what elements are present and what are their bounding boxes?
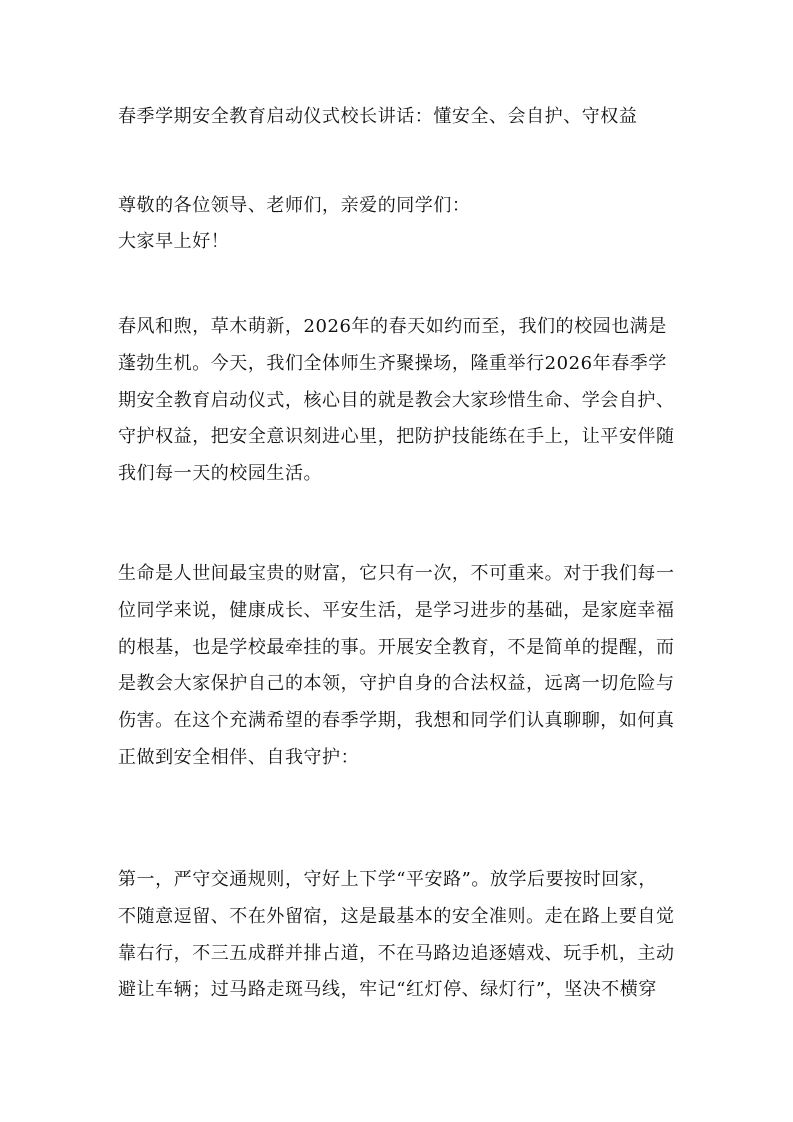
document-title: 春季学期安全教育启动仪式校长讲话：懂安全、会自护、守权益 (118, 106, 638, 127)
paragraph-line: 是教会大家保护自己的本领，守护自身的合法权益，远离一切危险与 (118, 673, 675, 695)
paragraph-line: 第一，严守交通规则，守好上下学“平安路”。放学后要按时回家， (118, 869, 657, 890)
paragraph-line: 蓬勃生机。今天，我们全体师生齐聚操场，隆重举行2026年春季学 (118, 352, 667, 374)
paragraph-line: 春风和煦，草木萌新，2026年的春天如约而至，我们的校园也满是 (118, 316, 667, 337)
salutation: 尊敬的各位领导、老师们，亲爱的同学们： (118, 195, 471, 216)
paragraph-line: 生命是人世间最宝贵的财富，它只有一次，不可重来。对于我们每一 (118, 563, 675, 584)
paragraph-line: 避让车辆；过马路走斑马线，牢记“红灯停、绿灯行”，坚决不横穿 (118, 979, 657, 1001)
paragraph-line: 靠右行，不三五成群并排占道，不在马路边追逐嬉戏、玩手机，主动 (118, 942, 675, 964)
paragraph-line: 正做到安全相伴、自我守护： (118, 747, 360, 768)
paragraph-line: 伤害。在这个充满希望的春季学期，我想和同学们认真聊聊，如何真 (118, 710, 675, 732)
paragraph-line: 的根基，也是学校最牵挂的事。开展安全教育，不是简单的提醒，而 (118, 636, 675, 658)
paragraph-line: 守护权益，把安全意识刻进心里，把防护技能练在手上，让平安伴随 (118, 426, 675, 448)
paragraph-line: 期安全教育启动仪式，核心目的就是教会大家珍惜生命、学会自护、 (118, 389, 675, 411)
greeting: 大家早上好！ (118, 231, 230, 252)
paragraph-line: 不随意逗留、不在外留宿，这是最基本的安全准则。走在路上要自觉 (118, 905, 675, 927)
paragraph-line: 我们每一天的校园生活。 (118, 463, 323, 485)
paragraph-line: 位同学来说，健康成长、平安生活，是学习进步的基础，是家庭幸福 (118, 599, 675, 621)
